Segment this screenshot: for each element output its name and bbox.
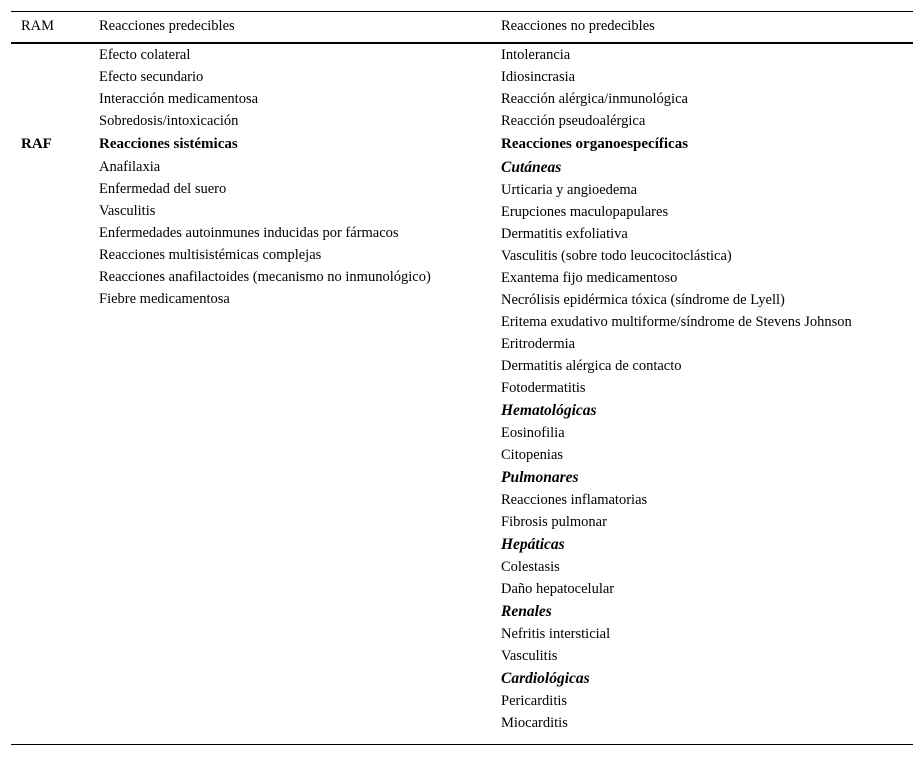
organ-item: Necrólisis epidérmica tóxica (síndrome de Lyell) [501, 292, 785, 308]
unpredictable-item: Intolerancia [501, 47, 571, 63]
organ-category: Cutáneas [501, 159, 562, 176]
organ-specific-title: Reacciones organoespecíficas [501, 136, 689, 152]
organ-item: Vasculitis [501, 648, 558, 664]
table-top-rule [11, 11, 913, 12]
header-predictable: Reacciones predecibles [99, 18, 235, 34]
organ-item: Citopenias [501, 447, 564, 463]
table-bottom-rule [11, 744, 913, 745]
systemic-item: Vasculitis [99, 203, 156, 219]
header-unpredictable: Reacciones no predecibles [501, 18, 655, 34]
organ-category: Renales [501, 603, 552, 620]
organ-item: Nefritis intersticial [501, 626, 611, 642]
organ-category: Cardiológicas [501, 670, 590, 687]
unpredictable-item: Reacción pseudoalérgica [501, 113, 646, 129]
predictable-item: Sobredosis/intoxicación [99, 113, 239, 129]
systemic-item: Reacciones anafilactoides (mecanismo no inmunológico) [99, 269, 431, 285]
organ-item: Pericarditis [501, 693, 568, 709]
organ-item: Eosinofilia [501, 425, 565, 441]
header-ram: RAM [21, 18, 55, 34]
systemic-item: Enfermedad del suero [99, 181, 227, 197]
organ-item: Vasculitis (sobre todo leucocitoclástica) [501, 248, 732, 264]
organ-item: Fibrosis pulmonar [501, 514, 607, 530]
organ-item: Dermatitis exfoliativa [501, 226, 628, 242]
organ-item: Dermatitis alérgica de contacto [501, 358, 682, 374]
organ-item: Urticaria y angioedema [501, 182, 638, 198]
organ-item: Eritrodermia [501, 336, 576, 352]
organ-item: Fotodermatitis [501, 380, 586, 396]
organ-category: Pulmonares [501, 469, 579, 486]
organ-item: Colestasis [501, 559, 560, 575]
predictable-item: Efecto colateral [99, 47, 191, 63]
systemic-item: Reacciones multisistémicas complejas [99, 247, 322, 263]
table-header-rule [11, 42, 913, 44]
organ-item: Erupciones maculopapulares [501, 204, 669, 220]
organ-item: Reacciones inflamatorias [501, 492, 648, 508]
systemic-title: Reacciones sistémicas [99, 136, 238, 152]
systemic-item: Fiebre medicamentosa [99, 291, 230, 307]
unpredictable-item: Reacción alérgica/inmunológica [501, 91, 688, 107]
raf-label: RAF [21, 136, 52, 152]
systemic-item: Anafilaxia [99, 159, 161, 175]
organ-item: Eritema exudativo multiforme/síndrome de Stevens Johnson [501, 314, 852, 330]
predictable-item: Efecto secundario [99, 69, 204, 85]
organ-category: Hematológicas [501, 402, 597, 419]
organ-item: Daño hepatocelular [501, 581, 615, 597]
organ-item: Miocarditis [501, 715, 568, 731]
predictable-item: Interacción medicamentosa [99, 91, 259, 107]
unpredictable-item: Idiosincrasia [501, 69, 576, 85]
organ-category: Hepáticas [501, 536, 565, 553]
organ-item: Exantema fijo medicamentoso [501, 270, 678, 286]
systemic-item: Enfermedades autoinmunes inducidas por fármacos [99, 225, 399, 241]
